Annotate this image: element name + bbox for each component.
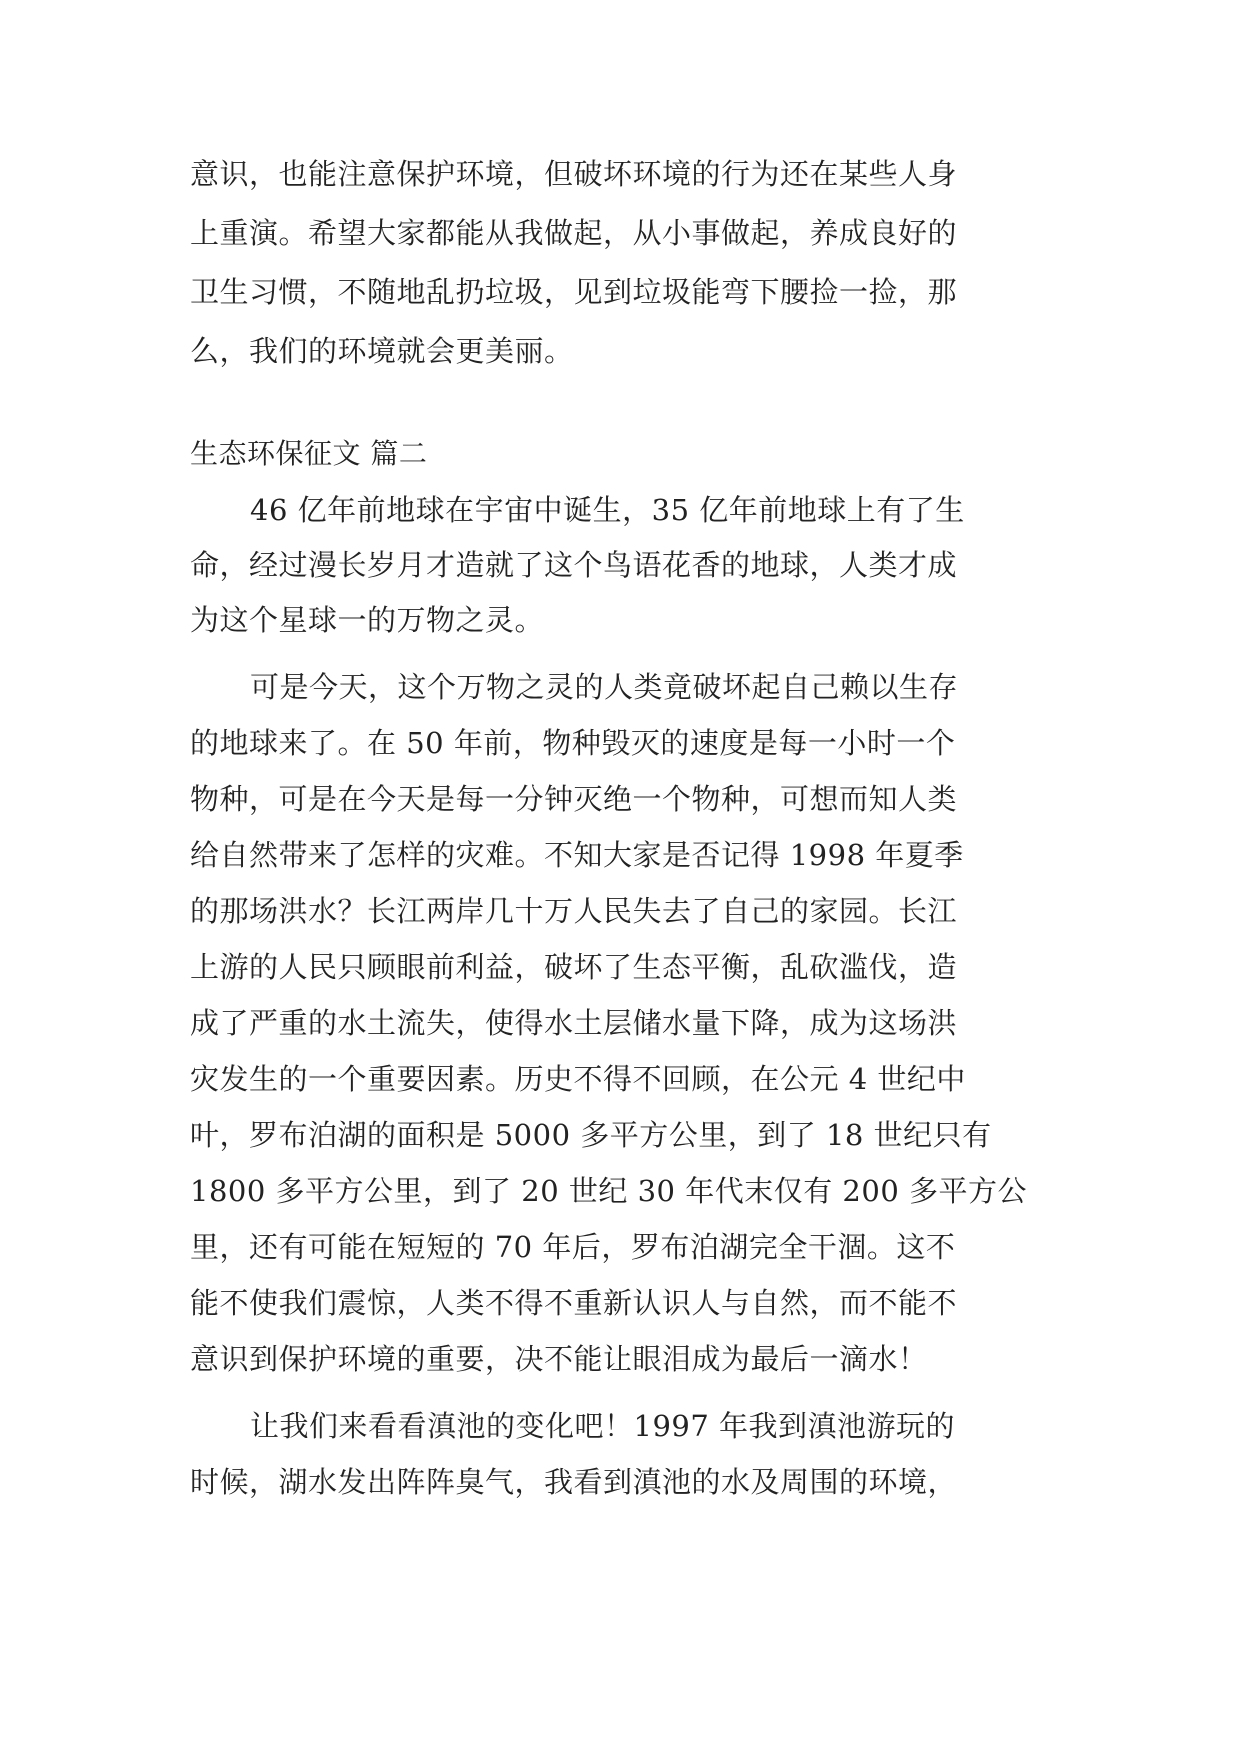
text-line: 能不使我们震惊，人类不得不重新认识人与自然，而不能不 xyxy=(190,1286,958,1320)
text-line: 物种，可是在今天是每一分钟灭绝一个物种，可想而知人类 xyxy=(190,782,958,816)
text-line: 意识到保护环境的重要，决不能让眼泪成为最后一滴水！ xyxy=(190,1342,928,1376)
section-heading: 生态环保征文 篇二 xyxy=(190,437,428,470)
text-line: 上游的人民只顾眼前利益，破坏了生态平衡，乱砍滥伐，造 xyxy=(190,950,958,984)
text-line: 时候，湖水发出阵阵臭气，我看到滇池的水及周围的环境， xyxy=(190,1465,958,1499)
text-line: 命，经过漫长岁月才造就了这个鸟语花香的地球，人类才成 xyxy=(190,548,958,582)
text-line: 46 亿年前地球在宇宙中诞生，35 亿年前地球上有了生 xyxy=(250,493,965,527)
text-line: 上重演。希望大家都能从我做起，从小事做起，养成良好的 xyxy=(190,216,958,250)
text-line: 意识，也能注意保护环境，但破坏环境的行为还在某些人身 xyxy=(190,157,958,191)
text-line: 里，还有可能在短短的 70 年后，罗布泊湖完全干涸。这不 xyxy=(190,1230,956,1264)
document-page xyxy=(190,0,1050,1754)
text-line: 成了严重的水土流失，使得水土层储水量下降，成为这场洪 xyxy=(190,1006,958,1040)
text-line: 叶，罗布泊湖的面积是 5000 多平方公里，到了 18 世纪只有 xyxy=(190,1118,992,1152)
text-line: 为这个星球一的万物之灵。 xyxy=(190,603,545,637)
text-line: 给自然带来了怎样的灾难。不知大家是否记得 1998 年夏季 xyxy=(190,838,964,872)
text-line: 可是今天，这个万物之灵的人类竟破坏起自己赖以生存 xyxy=(250,670,959,704)
text-line: 的那场洪水？长江两岸几十万人民失去了自己的家园。长江 xyxy=(190,894,958,928)
text-line: 的地球来了。在 50 年前，物种毁灭的速度是每一小时一个 xyxy=(190,726,956,760)
text-line: 1800 多平方公里，到了 20 世纪 30 年代末仅有 200 多平方公 xyxy=(190,1174,1027,1208)
text-line: 让我们来看看滇池的变化吧！1997 年我到滇池游玩的 xyxy=(250,1409,956,1443)
text-line: 卫生习惯，不随地乱扔垃圾，见到垃圾能弯下腰捡一捡，那 xyxy=(190,275,958,309)
text-line: 灾发生的一个重要因素。历史不得不回顾，在公元 4 世纪中 xyxy=(190,1062,966,1096)
text-line: 么，我们的环境就会更美丽。 xyxy=(190,334,574,368)
